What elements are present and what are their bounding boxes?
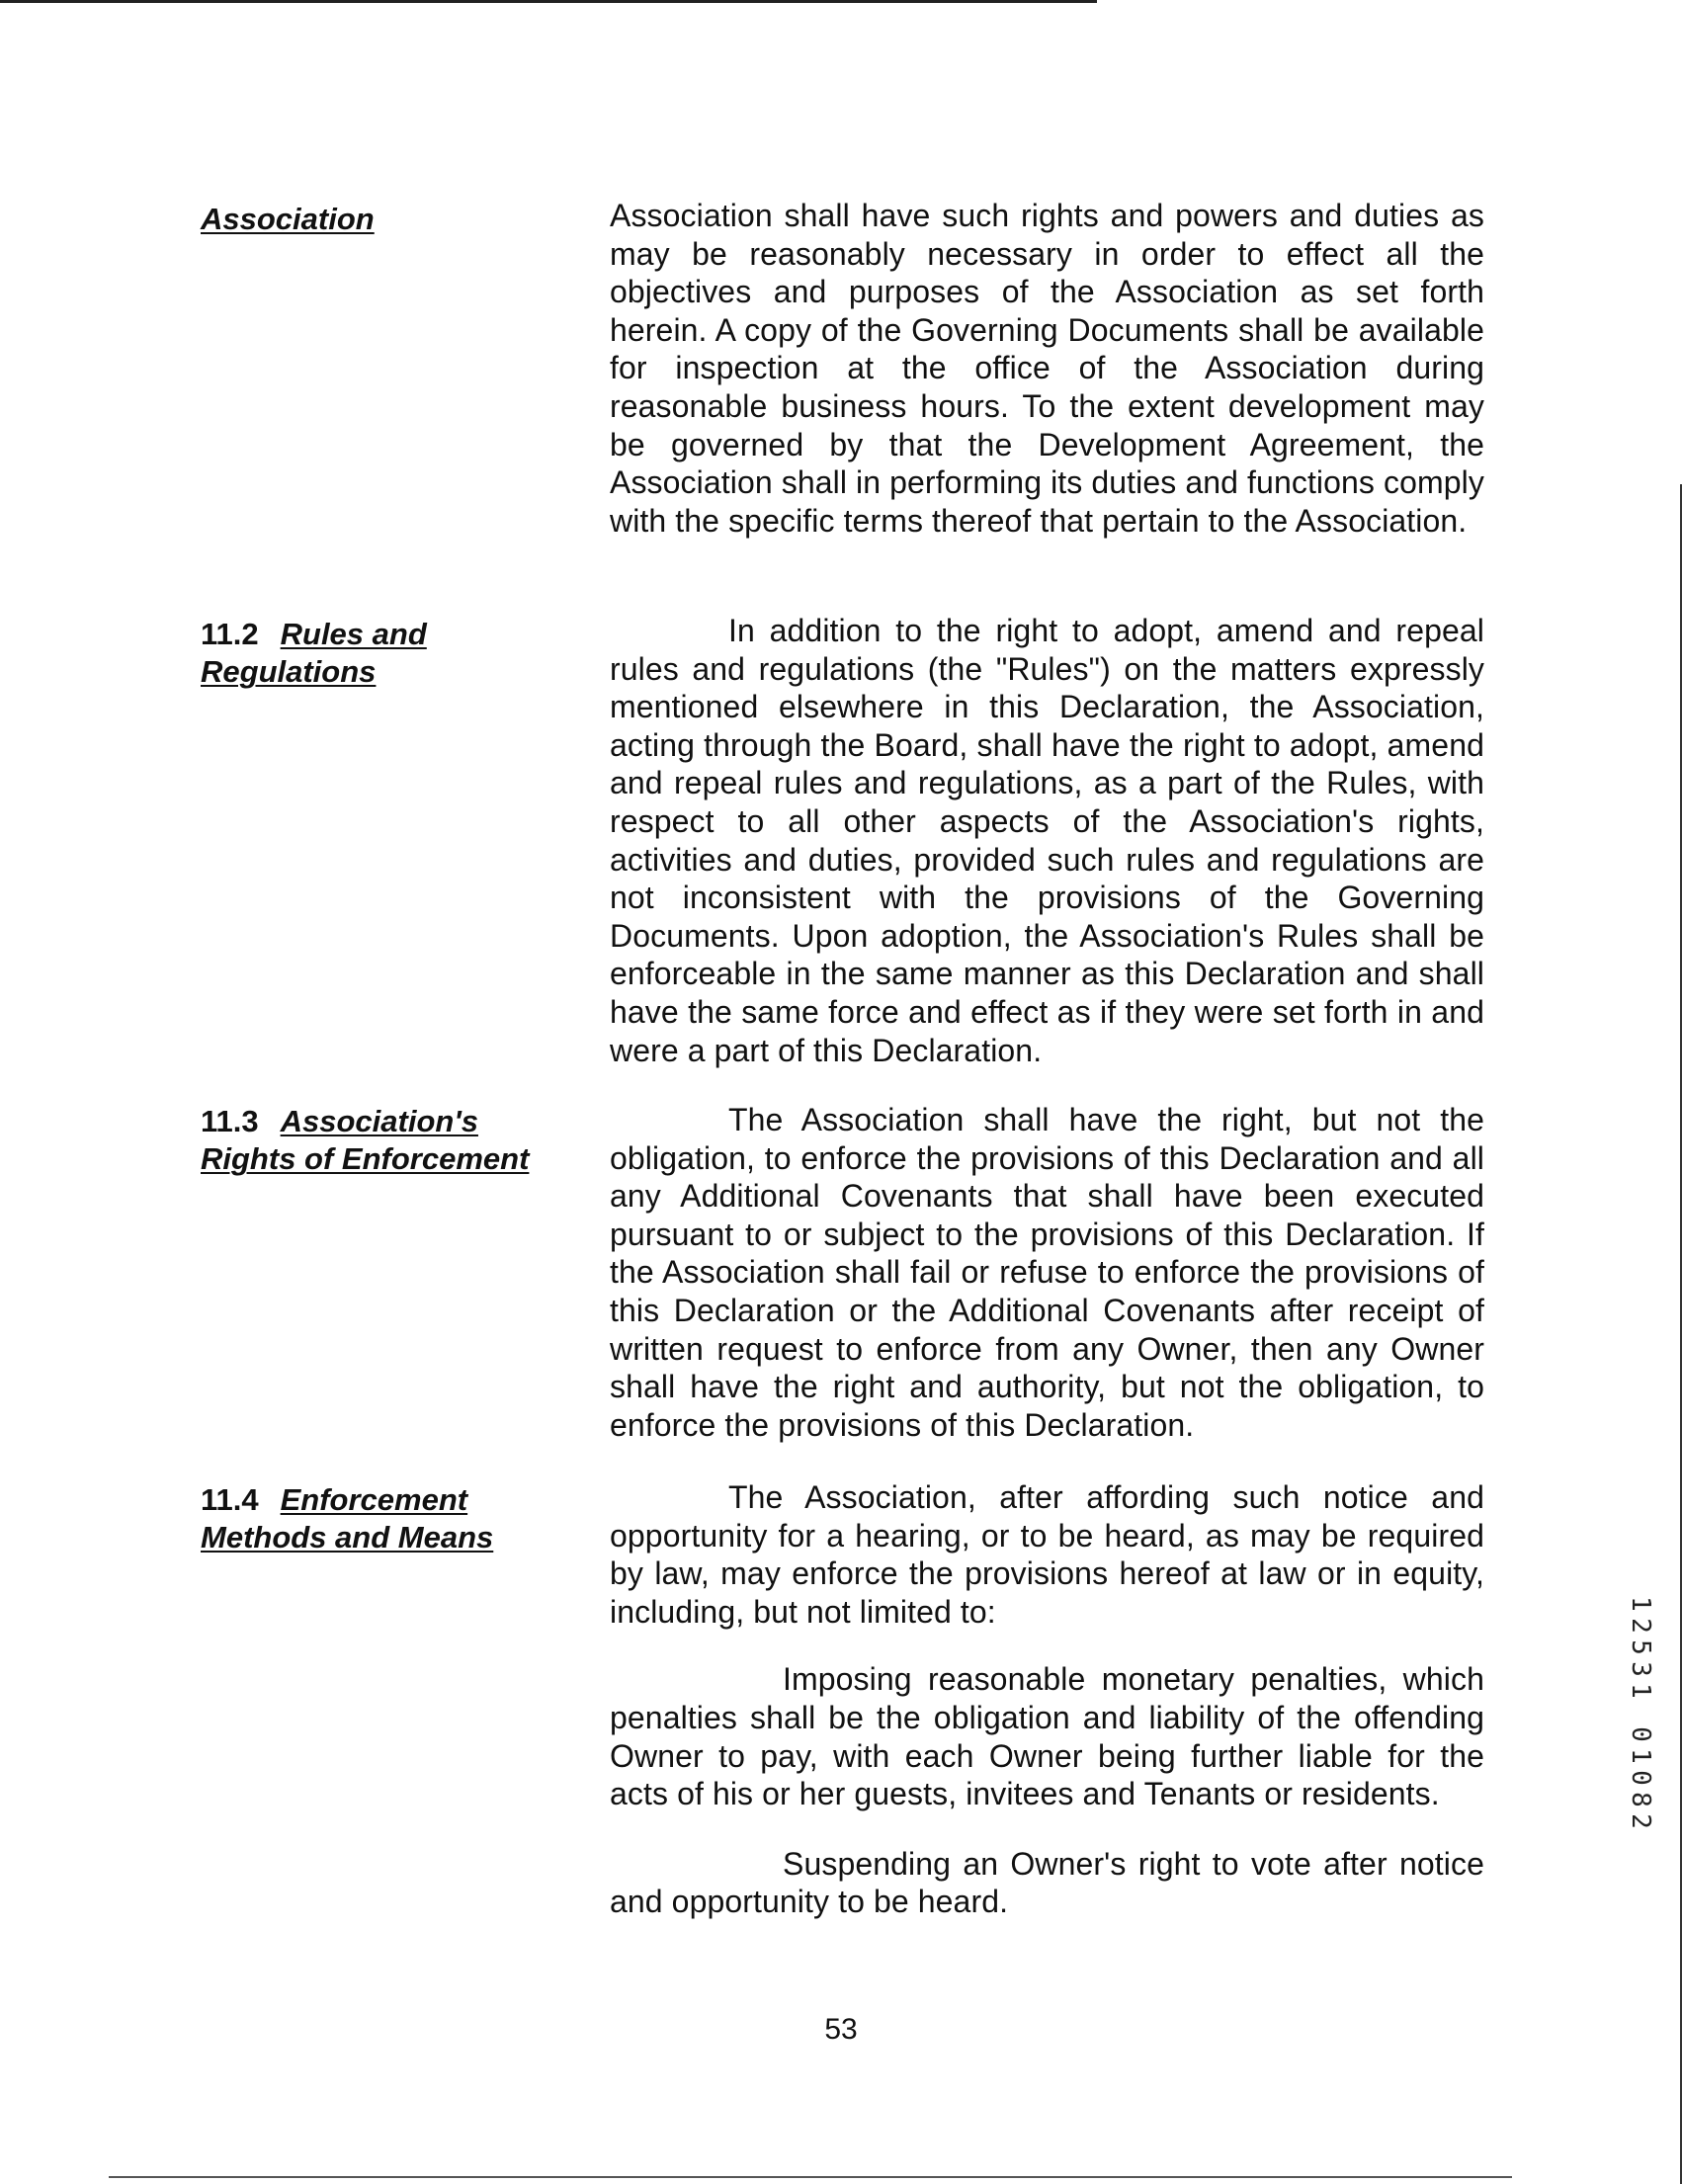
- section-number: 11.4: [201, 1482, 259, 1517]
- section-paragraph: In addition to the right to adopt, amend and repeal rules and regulations (the "Rules") on the matters expressly mentioned elsewhere in this Declaration, the Association, acting through the Board, shall have the right to adopt, amend and repeal rules and regulations, as a part of the Rules, with respect to all other aspects of the Association's rights, activities and duties, provided such rules and regulations are not inconsistent with the provisions of the Governing Documents. Upon adoption, the Association's Rules shall be enforceable in the same manner as this Declaration and shall have the same force and effect as if they were set forth in and were a part of this Declaration.: [610, 613, 1484, 1068]
- section-heading: [201, 616, 576, 691]
- document-stamp-char: 5: [1626, 1639, 1655, 1655]
- section-title: Association's Rights of Enforcement: [201, 1104, 530, 1176]
- scan-edge-top: [0, 0, 1097, 3]
- document-stamp-char: 1: [1626, 1748, 1655, 1764]
- section-title: Association: [201, 202, 375, 236]
- document-stamp-char: 0: [1626, 1726, 1655, 1742]
- document-stamp-char: 8: [1626, 1792, 1655, 1807]
- section-paragraph: Association shall have such rights and powers and duties as may be reasonably necessary in order to effect all the objectives and purposes of the Association as set forth herein. A copy of the Governing Documents shall be available for inspection at the office of the Association during reasonable business hours. To the extent development may be governed by that the Development Agreement, the Association shall in performing its duties and functions comply with the specific terms thereof that pertain to the Association.: [610, 198, 1484, 539]
- scan-edge-bottom: [109, 2176, 1512, 2178]
- document-stamp-char: [1630, 1702, 1651, 1723]
- document-stamp-char: 1: [1626, 1683, 1655, 1699]
- section-title: Rules and Regulations: [201, 617, 427, 689]
- document-stamp-char: 3: [1626, 1661, 1655, 1677]
- document-stamp-char: 2: [1626, 1618, 1655, 1634]
- section-body: [610, 1101, 1484, 1444]
- document-stamp-char: 0: [1626, 1770, 1655, 1786]
- section-heading: [201, 1481, 576, 1556]
- page-number: 53: [824, 2013, 858, 2046]
- section-body: [610, 197, 1484, 540]
- section-body: [610, 1478, 1484, 1921]
- section-title: Enforcement Methods and Means: [201, 1482, 494, 1554]
- section-number: 11.3: [201, 1104, 259, 1138]
- section-heading: [201, 201, 576, 238]
- section-paragraph: Imposing reasonable monetary penalties, which penalties shall be the obligation and liability of the offending Owner to pay, with each Owner being further liable for the acts of his or her guests, invitees and Tenants or residents.: [610, 1661, 1484, 1812]
- document-stamp-char: 1: [1626, 1596, 1655, 1612]
- section-number: 11.2: [201, 617, 259, 651]
- section-body: [610, 612, 1484, 1069]
- section-paragraph: The Association, after affording such notice and opportunity for a hearing, or to be heard, as may be required by law, may enforce the provisions hereof at law or in equity, including, but not limited to:: [610, 1479, 1484, 1630]
- section-paragraph: Suspending an Owner's right to vote after notice and opportunity to be heard.: [610, 1845, 1484, 1920]
- section-heading: [201, 1103, 576, 1178]
- section-paragraph: The Association shall have the right, but not the obligation, to enforce the provisions of this Declaration and all any Additional Covenants that shall have been executed pursuant to or subject to the provisions of this Declaration. If the Association shall fail or refuse to enforce the provisions of this Declaration or the Additional Covenants after receipt of written request to enforce from any Owner, then any Owner shall have the right and authority, but not the obligation, to enforce the provisions of this Declaration.: [610, 1102, 1484, 1443]
- document-stamp: [1621, 1593, 1660, 1860]
- document-stamp-char: 2: [1626, 1813, 1655, 1829]
